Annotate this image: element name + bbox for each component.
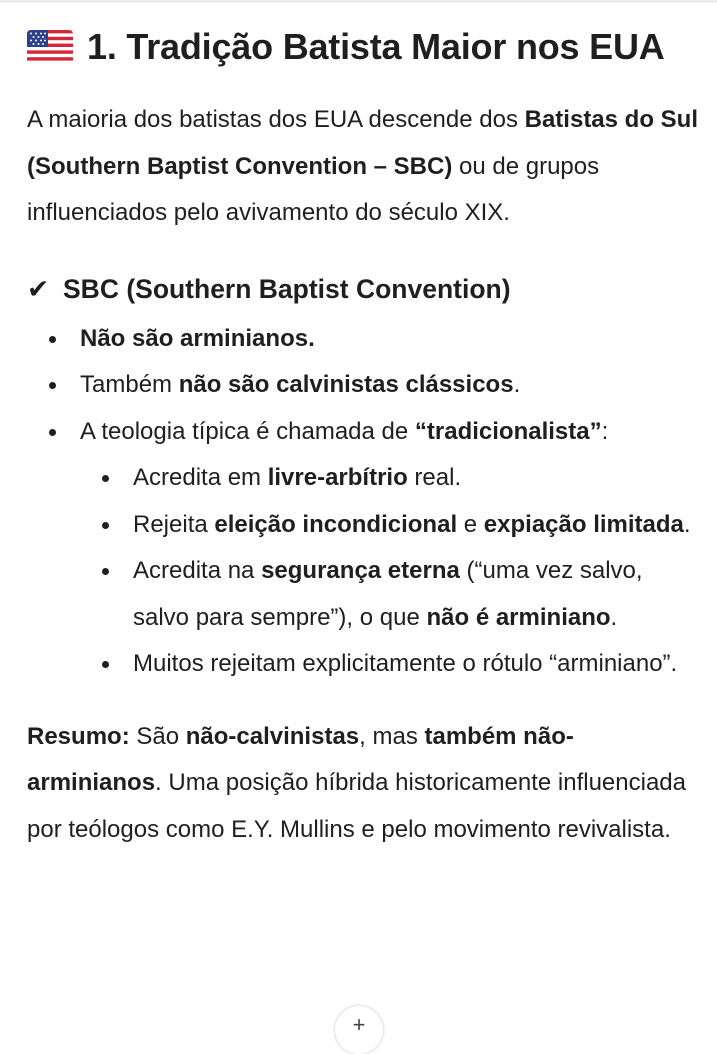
bullet-text: real. [407,464,462,491]
bullet-text: (“uma vez salvo, salvo para sempre”), o que [133,557,643,631]
bullet-text: Muitos rejeitam explicitamente o rótulo “arminiano”. [133,650,678,677]
bullet-bold: eleição incondicional [214,510,458,538]
summary-bold: também não-arminianos [27,722,574,796]
list-item [27,362,702,409]
summary-bold: não-calvinistas [185,722,360,750]
bullet-bold: Não são arminianos. [80,324,315,352]
bullet-bold: não é arminiano [426,603,611,631]
bullet-text: Rejeita [133,510,215,538]
summary-text: . Uma posição híbrida historicamente influenciada por teólogos como E.Y. Mullins e pelo movimento revivalista. [27,769,686,843]
subsection-title: SBC (Southern Baptist Convention) [63,273,511,304]
top-divider [0,0,717,3]
intro-text-end: ou de grupos influenciados pelo avivamento do século XIX. [27,152,600,226]
bullet-bold: “tradicionalista” [414,417,602,445]
bullet-bold: não são calvinistas clássicos [178,371,514,398]
summary-text: São [129,722,186,750]
intro-paragraph [27,97,702,237]
bullet-text: . [610,603,618,631]
bullet-list [27,316,702,688]
list-item [27,502,702,549]
intro-text: A maioria dos batistas dos EUA descende dos [27,106,525,133]
bullet-text: Acredita em [133,464,268,491]
nested-bullet-list [80,455,702,688]
list-item [27,548,702,641]
list-item [27,641,702,688]
bullet-bold: expiação limitada [483,510,684,538]
list-item [27,409,702,688]
subsection-heading [27,266,702,312]
bullet-text: . [683,510,691,538]
heading-text: 1. Tradição Batista Maior nos EUA [87,26,665,67]
bullet-text: : [601,417,609,445]
list-item [27,455,702,502]
scroll-button[interactable] [335,1006,383,1054]
bullet-bold: livre-arbítrio [267,464,408,491]
bullet-text: Também [80,371,179,398]
check-icon: ✔ [27,273,50,304]
bullet-text: e [457,510,484,538]
bullet-bold: segurança eterna [261,557,460,584]
summary-label: Resumo: [27,722,130,750]
summary-paragraph [27,714,702,854]
bullet-text: . [513,371,521,398]
plus-icon: + [352,1012,366,1037]
section-heading [27,20,702,74]
bullet-text: A teologia típica é chamada de [80,417,415,445]
intro-bold: Batistas do Sul (Southern Baptist Convention – SBC) [27,106,698,180]
us-flag-icon [27,30,73,64]
bullet-text: Acredita na [133,557,262,584]
summary-text: , mas [359,722,425,750]
message-content [27,20,702,853]
list-item [27,316,702,363]
